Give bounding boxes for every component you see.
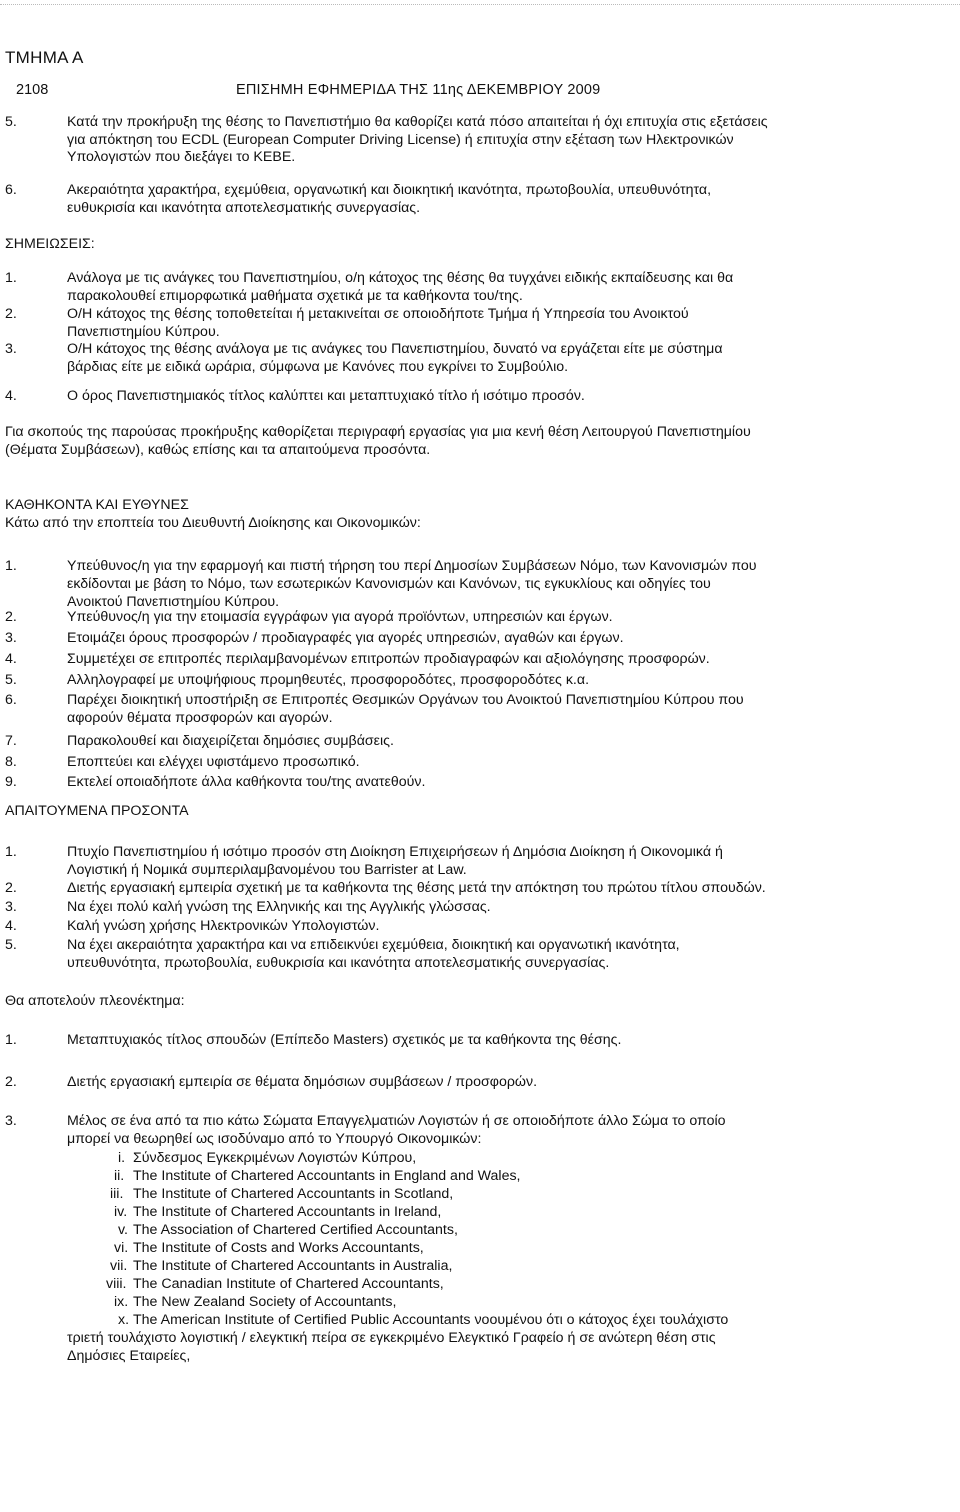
list-number: 3. bbox=[5, 899, 17, 915]
list-number: 2. bbox=[5, 1074, 17, 1090]
list-number: 3. bbox=[5, 630, 17, 646]
list-item-line: μπορεί να θεωρηθεί ως ισοδύναμο από το Υπουργό Οικονομικών: bbox=[67, 1131, 482, 1147]
roman-numeral: viii. bbox=[106, 1276, 127, 1292]
list-item-line: Εκτελεί οποιαδήποτε άλλα καθήκοντα του/της ανατεθούν. bbox=[67, 774, 426, 790]
list-item-line: Πανεπιστημίου Κύπρου. bbox=[67, 323, 220, 340]
list-number: 3. bbox=[5, 341, 17, 357]
list-number: 5. bbox=[5, 937, 17, 953]
list-number: 1. bbox=[5, 270, 17, 286]
professional-body: The Institute of Chartered Accountants in England and Wales, bbox=[133, 1168, 521, 1184]
list-item-line: Συμμετέχει σε επιτροπές περιλαμβανομένων επιτροπών προδιαγραφών και αξιολόγησης προσφορών. bbox=[67, 651, 710, 667]
list-number: 4. bbox=[5, 388, 17, 404]
list-item-line: παρακολουθεί επιμορφωτικά μαθήματα σχετικά με τα καθήκοντα του/της. bbox=[67, 287, 523, 304]
section-label: ΤΜΗΜΑ Α bbox=[5, 48, 84, 67]
roman-numeral: iii. bbox=[110, 1186, 124, 1202]
gazette-title: ΕΠΙΣΗΜΗ ΕΦΗΜΕΡΙΔΑ ΤΗΣ 11ης ΔΕΚΕΜΒΡΙΟΥ 2009 bbox=[236, 82, 601, 98]
list-number: 6. bbox=[5, 182, 17, 198]
intro-line: Για σκοπούς της παρούσας προκήρυξης καθορίζεται περιγραφή εργασίας για μια κενή θέση Λειτουργού Πανεπιστημίου bbox=[5, 424, 751, 440]
list-item-line: Διετής εργασιακή εμπειρία σε θέματα δημόσιων συμβάσεων / προσφορών. bbox=[67, 1074, 538, 1090]
list-number: 1. bbox=[5, 558, 17, 574]
list-item-line: Μεταπτυχιακός τίτλος σπουδών (Επίπεδο Masters) σχετικός με τα καθήκοντα της θέσης. bbox=[67, 1032, 622, 1048]
roman-numeral: iv. bbox=[114, 1204, 128, 1220]
advantages-heading: Θα αποτελούν πλεονέκτημα: bbox=[5, 993, 185, 1009]
list-item-line: Ανάλογα με τις ανάγκες του Πανεπιστημίου, ο/η κάτοχος της θέσης θα τυγχάνει ειδικής εκπαίδευσης και θα bbox=[67, 270, 734, 286]
professional-body: Σύνδεσμος Εγκεκριμένων Λογιστών Κύπρου, bbox=[133, 1150, 417, 1166]
notes-heading: ΣΗΜΕΙΩΣΕΙΣ: bbox=[5, 236, 95, 252]
duties-heading: ΚΑΘΗΚΟΝΤΑ ΚΑΙ ΕΥΘΥΝΕΣ bbox=[5, 497, 189, 513]
intro-line: (Θέματα Συμβάσεων), καθώς επίσης και τα απαιτούμενα προσόντα. bbox=[5, 442, 431, 458]
list-item-line: Λογιστική ή Νομικά συμπεριλαμβανομένου του Barrister at Law. bbox=[67, 862, 467, 878]
list-item-line: ευθυκρισία και ικανότητα αποτελεσματικής συνεργασίας. bbox=[67, 199, 421, 216]
qualifications-heading: ΑΠΑΙΤΟΥΜΕΝΑ ΠΡΟΣΟΝΤΑ bbox=[5, 803, 189, 819]
list-number: 5. bbox=[5, 672, 17, 688]
list-item-line: Υπολογιστών που διεξάγει το ΚΕΒΕ. bbox=[67, 149, 296, 165]
list-item-line: υπευθυνότητα, πρωτοβουλία, ευθυκρισία και ικανότητα αποτελεσματικής συνεργασίας. bbox=[67, 955, 610, 971]
roman-numeral: ii. bbox=[114, 1168, 125, 1184]
list-item-line: Εποπτεύει και ελέγχει υφιστάμενο προσωπικό. bbox=[67, 754, 360, 770]
list-item-line: για απόκτηση του ECDL (European Computer Driving License) ή επιτυχία στην εξέταση των Ηλεκτρονικών bbox=[67, 131, 734, 148]
body-line: The American Institute of Certified Public Accountants νοουμένου ότι ο κάτοχος έχει τουλάχιστο bbox=[133, 1312, 729, 1328]
roman-numeral: i. bbox=[118, 1150, 126, 1166]
scan-top-edge bbox=[0, 4, 960, 6]
list-number: 7. bbox=[5, 733, 17, 749]
list-number: 8. bbox=[5, 754, 17, 770]
list-item-line: Ακεραιότητα χαρακτήρα, εχεμύθεια, οργανωτική και διοικητική ικανότητα, πρωτοβουλία, υπευθυνότητα, bbox=[67, 182, 712, 198]
list-item-line: Αλληλογραφεί με υποψήφιους προμηθευτές, προσφοροδότες, προσφοροδότες κ.α. bbox=[67, 672, 590, 688]
list-item-line: Διετής εργασιακή εμπειρία σχετική με τα καθήκοντα της θέσης μετά την απόκτηση του πρώτου τίτλου σπουδών. bbox=[67, 880, 766, 896]
page-number: 2108 bbox=[16, 82, 49, 98]
list-item-line: Μέλος σε ένα από τα πιο κάτω Σώματα Επαγγελματιών Λογιστών ή σε οποιοδήποτε άλλο Σώμα το οποίο bbox=[67, 1113, 726, 1129]
list-number: 6. bbox=[5, 692, 17, 708]
professional-body: The Association of Chartered Certified Accountants, bbox=[133, 1222, 458, 1238]
list-item-line: Να έχει πολύ καλή γνώση της Ελληνικής και της Αγγλικής γλώσσας. bbox=[67, 899, 491, 915]
list-item-line: βάρδιας είτε με ειδικά ωράρια, σύμφωνα με Κανόνες που εγκρίνει το Συμβούλιο. bbox=[67, 358, 569, 375]
roman-numeral: v. bbox=[118, 1222, 128, 1238]
roman-numeral: vi. bbox=[114, 1240, 129, 1256]
list-item-line: Να έχει ακεραιότητα χαρακτήρα και να επιδεικνύει εχεμύθεια, διοικητική και οργανωτική ικανότητα, bbox=[67, 937, 680, 953]
list-number: 5. bbox=[5, 114, 17, 130]
body-line: Δημόσιες Εταιρείες, bbox=[67, 1348, 191, 1364]
list-item-line: Παρακολουθεί και διαχειρίζεται δημόσιες συμβάσεις. bbox=[67, 733, 394, 749]
list-number: 1. bbox=[5, 1032, 17, 1048]
list-item-line: Υπεύθυνος/η για την ετοιμασία εγγράφων για αγορά προϊόντων, υπηρεσιών και έργων. bbox=[67, 609, 613, 625]
list-item-line: Υπεύθυνος/η για την εφαρμογή και πιστή τήρηση του περί Δημοσίων Συμβάσεων Νόμο, των Κανονισμών που bbox=[67, 558, 757, 574]
list-item-line: Ο/Η κάτοχος της θέσης τοποθετείται ή μετακινείται σε οποιοδήποτε Τμήμα ή Υπηρεσία του Ανοικτού bbox=[67, 306, 689, 322]
list-item-line: Πτυχίο Πανεπιστημίου ή ισότιμο προσόν στη Διοίκηση Επιχειρήσεων ή Δημόσια Διοίκηση ή Οικονομικά ή bbox=[67, 844, 723, 860]
list-item-line: Ετοιμάζει όρους προσφορών / προδιαγραφές για αγορές υπηρεσιών, αγαθών και έργων. bbox=[67, 630, 624, 646]
list-item-line: αφορούν θέματα προσφορών και αγορών. bbox=[67, 710, 333, 726]
list-item-line: Κατά την προκήρυξη της θέσης το Πανεπιστήμιο θα καθορίζει κατά πόσο απαιτείται ή όχι επιτυχία στις εξετάσεις bbox=[67, 114, 768, 130]
list-number: 4. bbox=[5, 918, 17, 934]
list-number: 4. bbox=[5, 651, 17, 667]
list-number: 9. bbox=[5, 774, 17, 790]
professional-body: The Institute of Chartered Accountants in Australia, bbox=[133, 1258, 453, 1274]
list-item-line: Ο όρος Πανεπιστημιακός τίτλος καλύπτει και μεταπτυχιακό τίτλο ή ισότιμο προσόν. bbox=[67, 388, 585, 404]
list-item-line: Παρέχει διοικητική υποστήριξη σε Επιτροπές Θεσμικών Οργάνων του Ανοικτού Πανεπιστημίου Κύπρου που bbox=[67, 692, 744, 708]
list-item-line: Ο/Η κάτοχος της θέσης ανάλογα με τις ανάγκες του Πανεπιστημίου, δυνατό να εργάζεται είτε με σύστημα bbox=[67, 341, 723, 357]
professional-body: The Canadian Institute of Chartered Accountants, bbox=[133, 1276, 444, 1292]
list-number: 2. bbox=[5, 880, 17, 896]
professional-body: The Institute of Chartered Accountants in Scotland, bbox=[133, 1186, 454, 1202]
list-number: 2. bbox=[5, 306, 17, 322]
list-number: 3. bbox=[5, 1113, 17, 1129]
professional-body: The New Zealand Society of Accountants, bbox=[133, 1294, 397, 1310]
list-number: 1. bbox=[5, 844, 17, 860]
list-item-line: Καλή γνώση χρήσης Ηλεκτρονικών Υπολογιστών. bbox=[67, 918, 380, 934]
roman-numeral: vii. bbox=[110, 1258, 128, 1274]
list-item-line: Ανοικτού Πανεπιστημίου Κύπρου. bbox=[67, 594, 280, 610]
roman-numeral: x. bbox=[118, 1312, 130, 1328]
list-item-line: εκδίδονται με βάση το Νόμο, των εσωτερικών Κανονισμών και Κανόνων, τις εγκυκλίους και οδηγίες του bbox=[67, 576, 711, 592]
professional-body: The Institute of Costs and Works Accountants, bbox=[133, 1240, 424, 1256]
professional-body: The Institute of Chartered Accountants in Ireland, bbox=[133, 1204, 442, 1220]
list-number: 2. bbox=[5, 609, 17, 625]
body-line: τριετή τουλάχιστο λογιστική / ελεγκτική πείρα σε εγκεκριμένο Ελεγκτικό Γραφείο ή σε ανώτερη θέση στις bbox=[67, 1330, 716, 1346]
duties-subheading: Κάτω από την εποπτεία του Διευθυντή Διοίκησης και Οικονομικών: bbox=[5, 515, 421, 531]
roman-numeral: ix. bbox=[114, 1294, 129, 1310]
